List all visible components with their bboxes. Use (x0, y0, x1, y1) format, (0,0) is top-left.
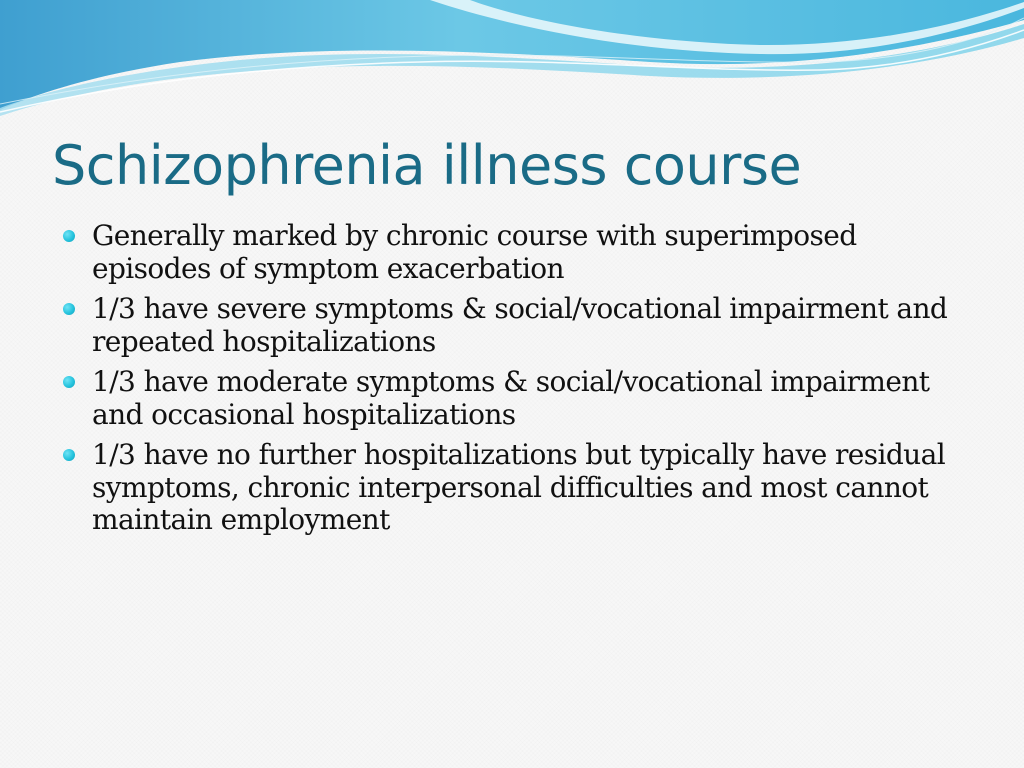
bullet-item (60, 220, 960, 285)
slide-title: Schizophrenia illness course (52, 134, 802, 197)
bullet-item (60, 366, 960, 431)
bullet-dot-icon (63, 303, 75, 315)
bullet-dot-icon (63, 449, 75, 461)
bullet-text: 1/3 have no further hospitalizations but typically have residual symptoms, chronic interpersonal difficulties and most cannot maintain employment (92, 438, 946, 536)
bullet-text: 1/3 have severe symptoms & social/vocational impairment and repeated hospitalizations (92, 292, 948, 358)
bullet-dot-icon (63, 230, 75, 242)
bullet-text: Generally marked by chronic course with superimposed episodes of symptom exacerbation (92, 219, 857, 285)
bullet-text: 1/3 have moderate symptoms & social/vocational impairment and occasional hospitalizations (92, 365, 930, 431)
header-wave-decoration (0, 0, 1024, 120)
bullet-list (60, 220, 960, 545)
bullet-item (60, 293, 960, 358)
bullet-item (60, 439, 960, 537)
bullet-dot-icon (63, 376, 75, 388)
